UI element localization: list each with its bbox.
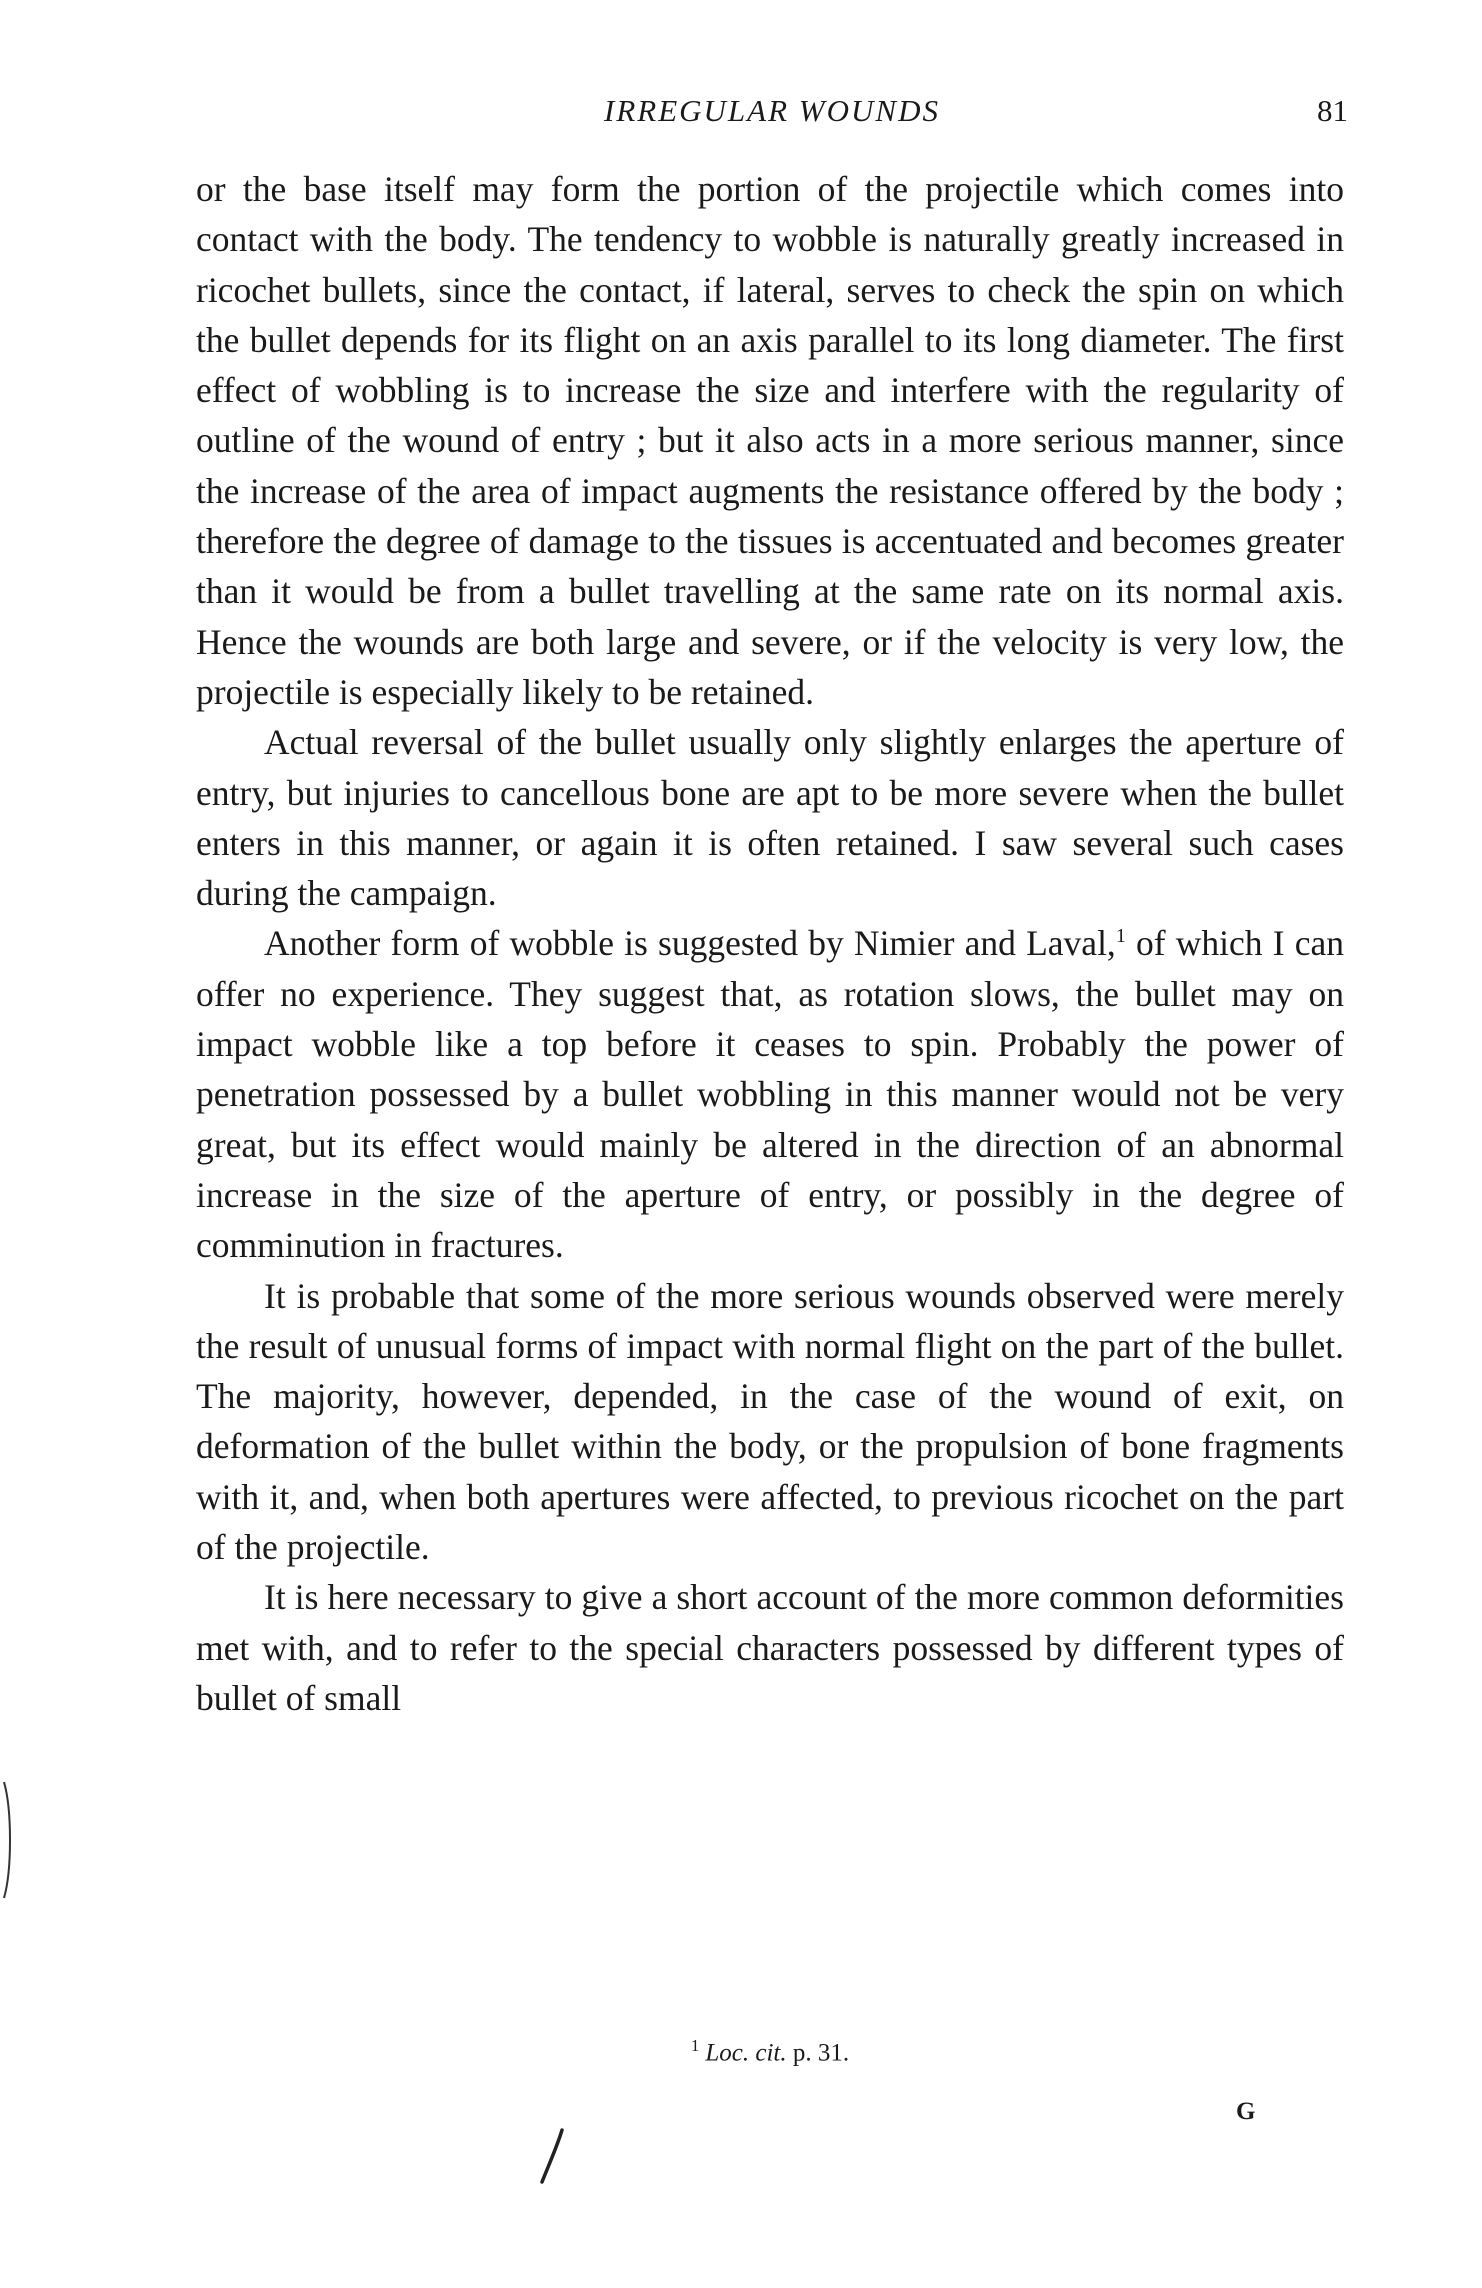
signature-mark: G <box>1236 2098 1256 2125</box>
pencil-stroke-mark <box>538 2126 568 2186</box>
binding-edge-mark <box>0 1780 16 1900</box>
footnote-page-ref: p. 31. <box>786 2039 850 2067</box>
paragraph-3-text-before: Another form of wobble is suggested by Nimier and Laval, <box>264 923 1116 964</box>
paragraph-3-text-after: of which I can offer no experience. They suggest that, as rotation slows, the bullet may on impact wobble like a top before it ceases to spin. Probably the power of penetration possessed by a bullet wobbling in this manner would not be very great, but its effect would mainly be altered in the direction of an abnormal increase in the size of the aperture of entry, or possibly in the degree of comminution in fractures. <box>196 923 1344 1266</box>
paragraph-3 <box>196 918 1344 1270</box>
running-head <box>196 86 1348 136</box>
paragraph-1: or the base itself may form the portion of the projectile which comes into contact with the body. The tendency to wobble is naturally greatly increased in ricochet bullets, since the contact, if lateral, serves to check the spin on which the bullet depends for its flight on an axis parallel to its long diameter. The first effect of wobbling is to increase the size and interfere with the regularity of outline of the wound of entry ; but it also acts in a more serious manner, since the increase of the area of impact augments the resistance offered by the body ; therefore the degree of damage to the tissues is accentuated and becomes greater than it would be from a bullet travelling at the same rate on its normal axis. Hence the wounds are both large and severe, or if the velocity is very low, the projectile is especially likely to be retained. <box>196 169 1344 712</box>
footnote <box>196 2026 1344 2073</box>
footnote-mark: 1 <box>690 2036 700 2055</box>
footnote-reference: 1 <box>1115 925 1126 948</box>
paragraph-2: Actual reversal of the bullet usually only slightly enlarges the aperture of entry, but injuries to cancellous bone are apt to be more severe when the bullet enters in this manner, or again it is often retained. I saw several such cases during the campaign. <box>196 722 1344 914</box>
paragraph-4: It is probable that some of the more serious wounds observed were merely the result of unusual forms of impact with normal flight on the part of the bullet. The majority, however, depended, in the case of the wound of exit, on deformation of the bullet within the body, or the propulsion of bone fragments with it, and, when both apertures were affected, to previous ricochet on the part of the projectile. <box>196 1275 1344 1568</box>
paragraph-5: It is here necessary to give a short account of the more common deformities met with, and to refer to the special characters possessed by different types of bullet of small <box>196 1577 1344 1718</box>
page-number: 81 <box>1317 93 1348 128</box>
body-text <box>196 164 1344 1723</box>
running-title: IRREGULAR WOUNDS <box>604 93 940 128</box>
footnote-citation: Loc. cit. <box>705 2039 787 2067</box>
